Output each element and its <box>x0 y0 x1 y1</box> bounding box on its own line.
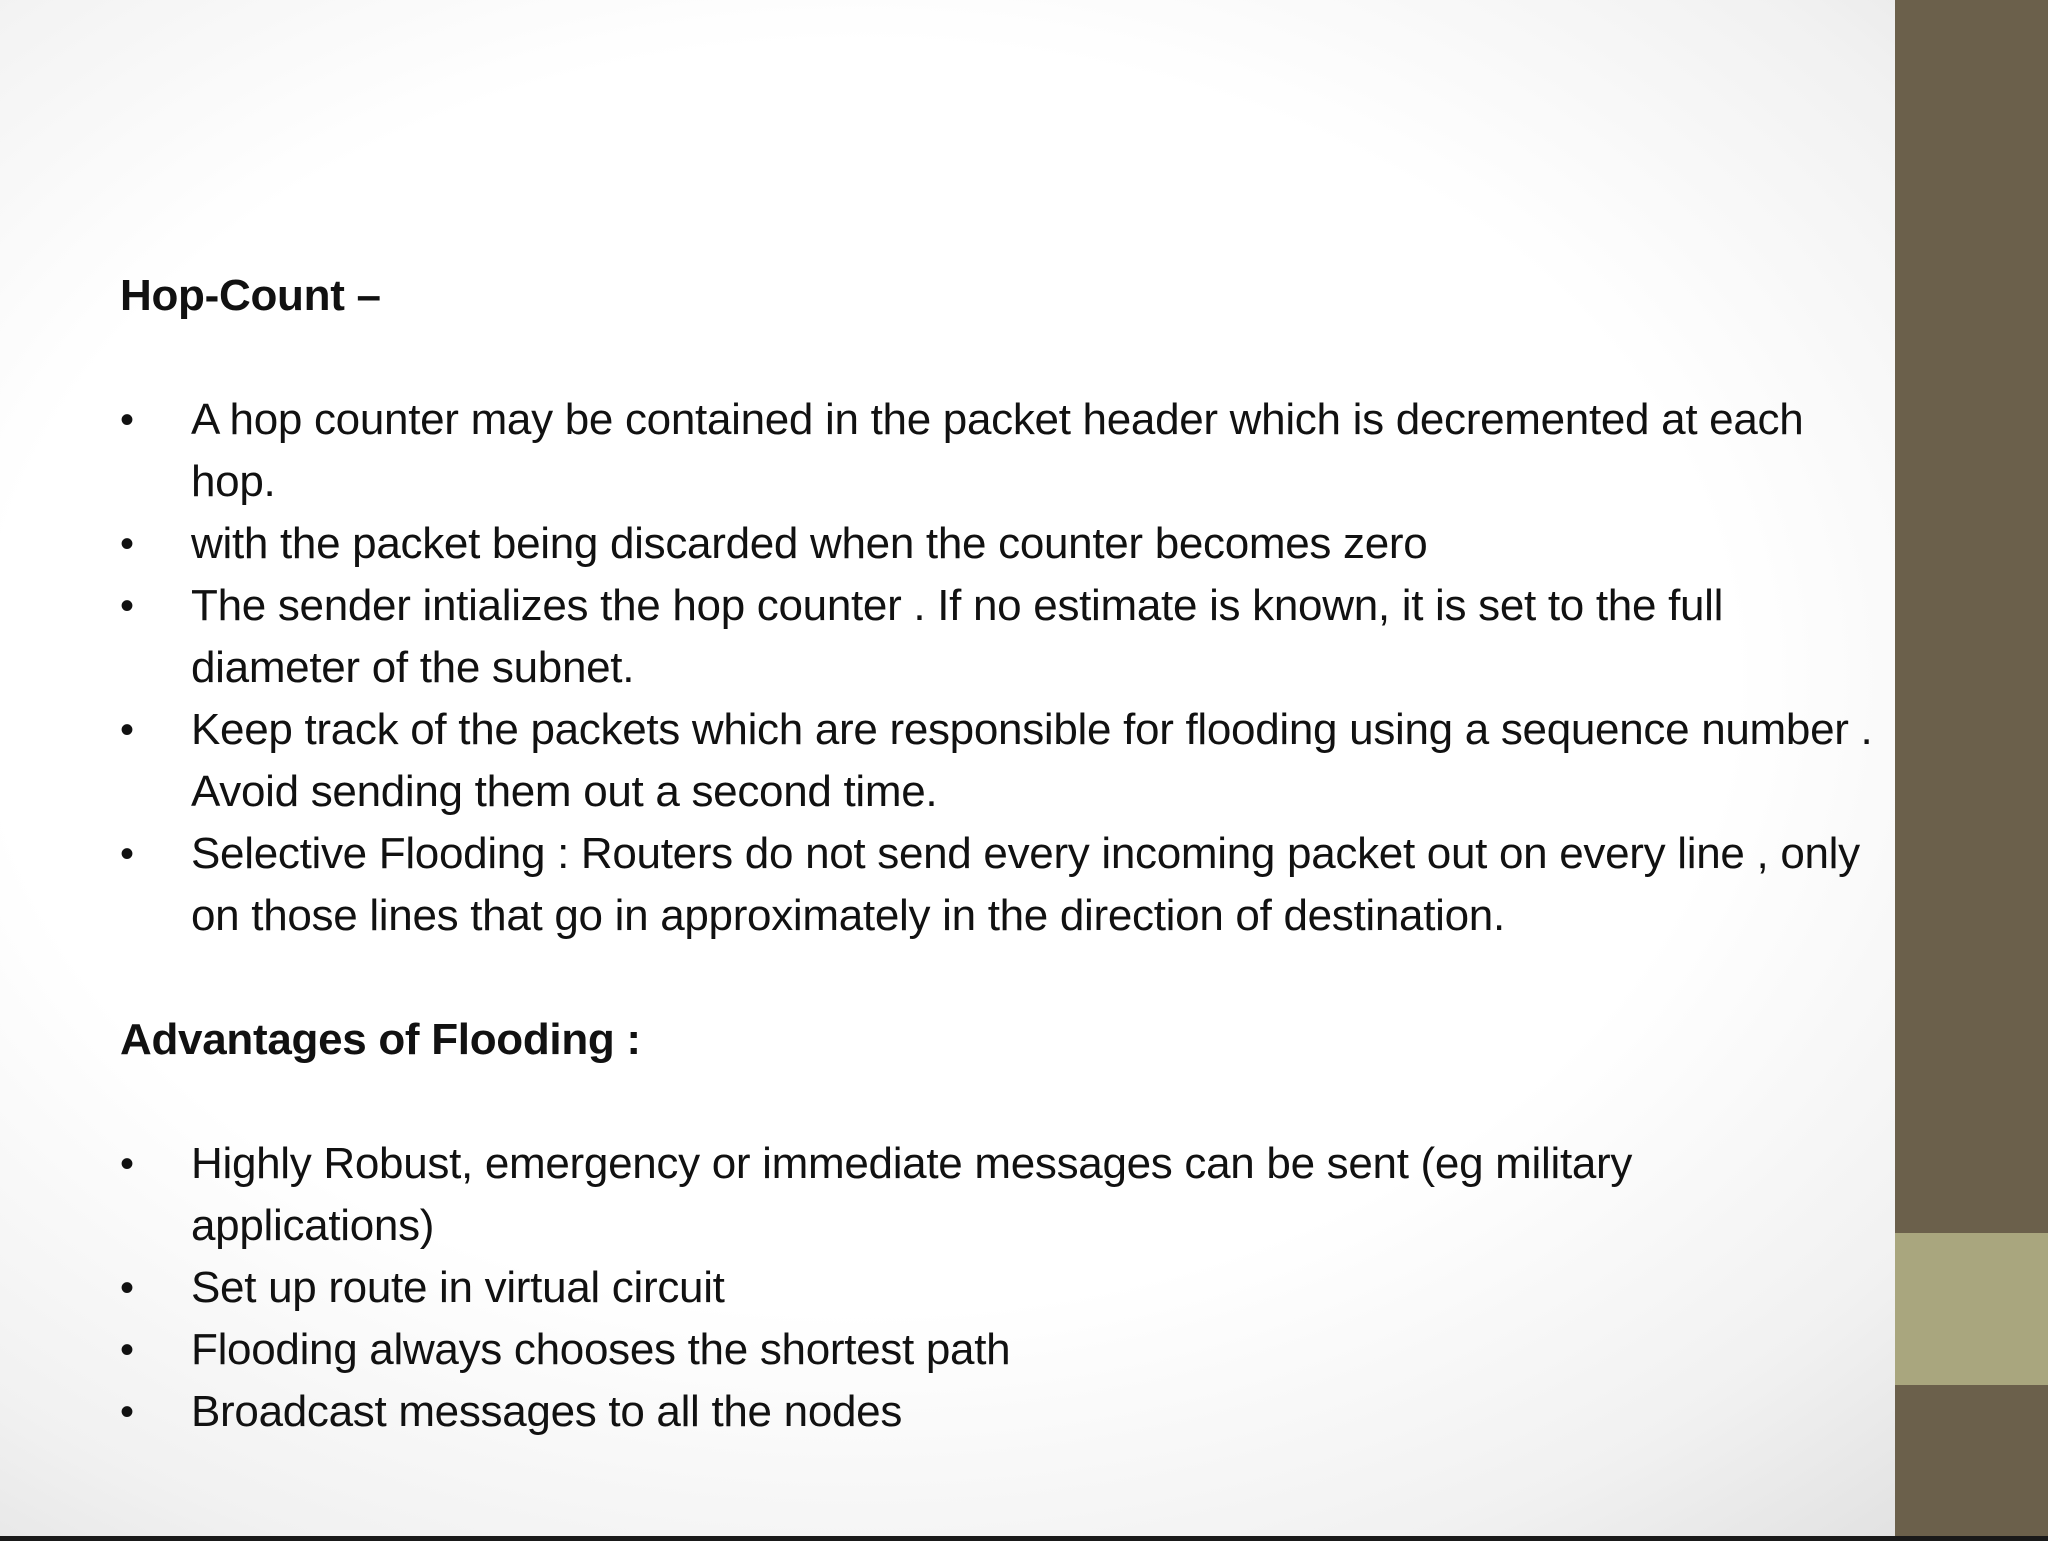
hop-count-heading: Hop-Count – <box>120 271 381 320</box>
bullet-item <box>120 513 1880 575</box>
bullet-text: Selective Flooding : Routers do not send every incoming packet out on every line , only on those lines that go in approximately in the direction of destination. <box>191 829 1860 940</box>
bullet-text: with the packet being discarded when the counter becomes zero <box>191 519 1428 568</box>
bullet-icon: • <box>120 522 134 566</box>
slide-content <box>120 265 1880 1443</box>
bullet-item <box>120 1381 1880 1443</box>
bullet-item <box>120 823 1880 947</box>
bullet-text: The sender intializes the hop counter . If no estimate is known, it is set to the full diameter of the subnet. <box>191 581 1724 692</box>
hop-count-bullet-list <box>120 389 1880 947</box>
bullet-icon: • <box>120 1328 134 1372</box>
bullet-icon: • <box>120 1266 134 1310</box>
bullet-text: Keep track of the packets which are responsible for flooding using a sequence number . Avoid sending them out a second time. <box>191 705 1873 816</box>
bullet-text: A hop counter may be contained in the packet header which is decremented at each hop. <box>191 395 1804 506</box>
spacer <box>120 947 1880 1009</box>
bullet-item <box>120 575 1880 699</box>
bullet-icon: • <box>120 398 134 442</box>
bullet-item <box>120 389 1880 513</box>
advantages-heading: Advantages of Flooding : <box>120 1015 641 1064</box>
spacer <box>120 1071 1880 1133</box>
bullet-icon: • <box>120 832 134 876</box>
bullet-icon: • <box>120 708 134 752</box>
side-band-accent <box>1895 1233 2048 1385</box>
bullet-text: Flooding always chooses the shortest path <box>191 1325 1011 1374</box>
spacer <box>120 327 1880 389</box>
bullet-text: Broadcast messages to all the nodes <box>191 1387 903 1436</box>
bullet-item <box>120 1319 1880 1381</box>
bullet-icon: • <box>120 1142 134 1186</box>
bullet-icon: • <box>120 584 134 628</box>
bullet-text: Highly Robust, emergency or immediate messages can be sent (eg military applications) <box>191 1139 1633 1250</box>
bullet-item <box>120 699 1880 823</box>
bottom-edge <box>0 1536 2048 1541</box>
bullet-icon: • <box>120 1390 134 1434</box>
bullet-item <box>120 1133 1880 1257</box>
bullet-item <box>120 1257 1880 1319</box>
advantages-bullet-list <box>120 1133 1880 1443</box>
bullet-text: Set up route in virtual circuit <box>191 1263 725 1312</box>
